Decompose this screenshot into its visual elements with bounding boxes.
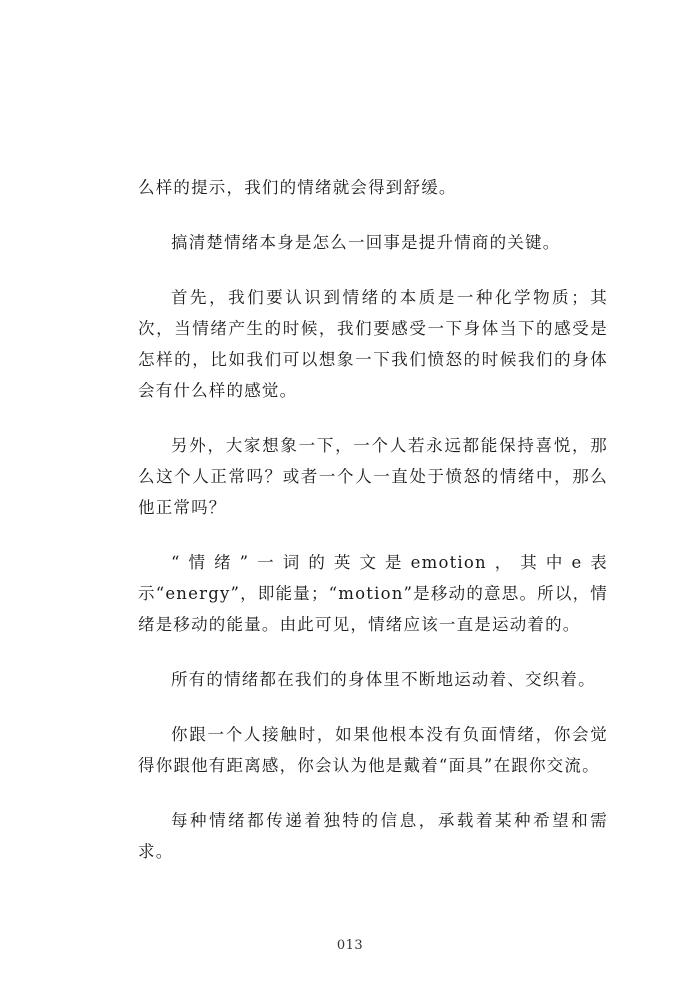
paragraph-1: 么样的提示，我们的情绪就会得到舒缓。	[138, 178, 457, 197]
page-number: 013	[336, 938, 364, 953]
paragraph-6: 所有的情绪都在我们的身体里不断地运动着、交织着。	[171, 670, 596, 689]
paragraph-5: “情绪”一词的英文是emotion，其中e表示“energy”，即能量；“motion”是移动的意思。所以，情绪是移动的能量。由此可见，情绪应该一直是运动着的。	[138, 553, 608, 634]
paragraph-2: 搞清楚情绪本身是怎么一回事是提升情商的关键。	[171, 233, 561, 252]
page-body	[138, 172, 608, 891]
paragraph-7: 你跟一个人接触时，如果他根本没有负面情绪，你会觉得你跟他有距离感，你会认为他是戴着“面具”在跟你交流。	[138, 725, 608, 775]
paragraph-4: 另外，大家想象一下，一个人若永远都能保持喜悦，那么这个人正常吗？或者一个人一直处于愤怒的情绪中，那么他正常吗？	[138, 436, 608, 517]
paragraph-3: 首先，我们要认识到情绪的本质是一种化学物质；其次，当情绪产生的时候，我们要感受一下身体当下的感受是怎样的，比如我们可以想象一下我们愤怒的时候我们的身体会有什么样的感觉。	[138, 288, 608, 400]
paragraph-8: 每种情绪都传递着独特的信息，承载着某种希望和需求。	[138, 811, 608, 861]
